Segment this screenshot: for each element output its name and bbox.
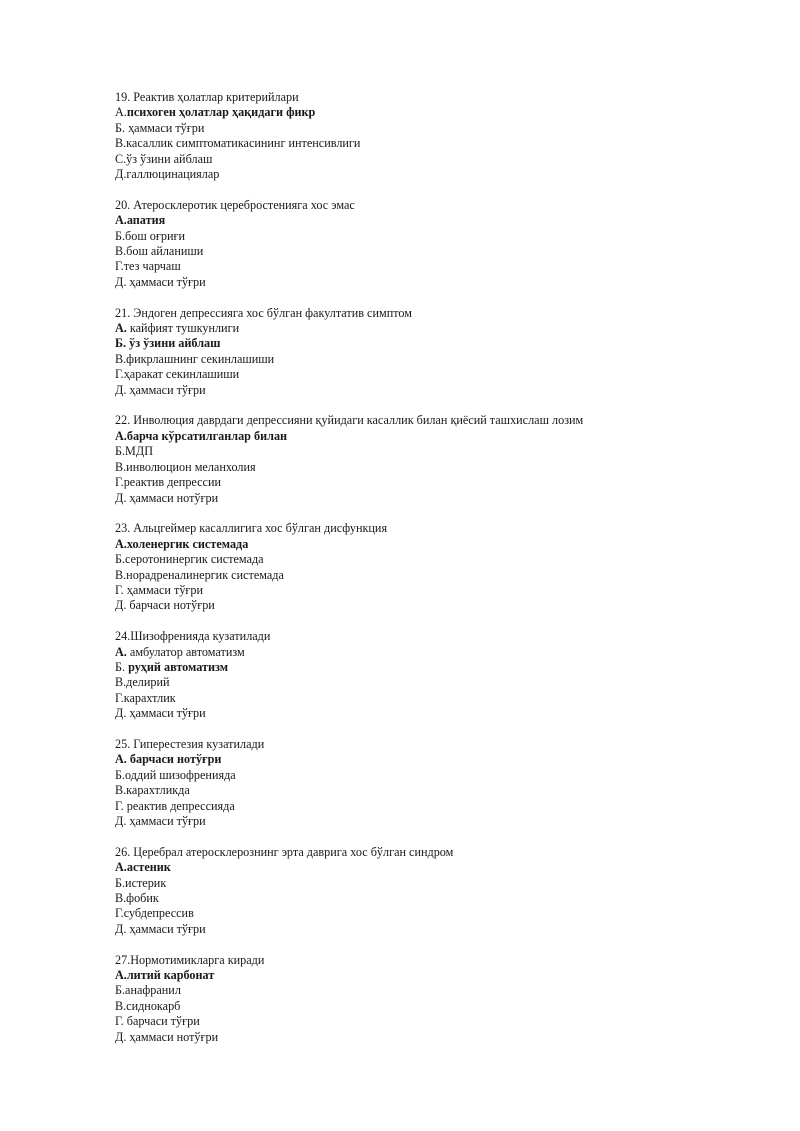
question-block (115, 953, 755, 1045)
question-title: 23. Альцгеймер касаллигига хос бўлган дисфункция (115, 521, 388, 536)
answer-option (115, 352, 755, 367)
answer-option-text: Д. ҳаммаси нотўғри (115, 1029, 219, 1044)
answer-option (115, 367, 755, 382)
answer-option-text: В.делирий (115, 675, 170, 690)
answer-option-text: Б.анафранил (115, 983, 181, 998)
answer-option-text: Д. барчаси нотўғри (115, 598, 215, 613)
answer-option (115, 229, 755, 244)
answer-option (115, 1014, 755, 1029)
answer-option-text: Г.карахтлик (115, 690, 176, 705)
answer-option-text: Г.тез чарчаш (115, 259, 181, 274)
question-block (115, 413, 755, 505)
answer-option-text: В.бош айланиши (115, 244, 204, 259)
correct-answer-text: А.барча кўрсатилганлар билан (115, 428, 288, 443)
answer-option (115, 645, 755, 660)
answer-option (115, 675, 755, 690)
answer-option-letter: А. (115, 105, 127, 120)
answer-option (115, 768, 755, 783)
answer-option (115, 244, 755, 259)
answer-option-text: Б.серотонинергик системада (115, 552, 264, 567)
question-title: 25. Гиперестезия кузатилади (115, 736, 265, 751)
correct-answer-text: А.астеник (115, 860, 171, 875)
answer-option-text: С.ўз ўзини айблаш (115, 151, 213, 166)
answer-option (115, 860, 755, 875)
document-page (115, 90, 755, 1060)
answer-option-text: В.касаллик симптоматикасининг интенсивлиги (115, 136, 361, 151)
correct-answer-text: руҳий автоматизм (128, 659, 229, 674)
answer-option-text: Д. ҳаммаси тўғри (115, 274, 206, 289)
answer-option-text: Б.бош оғриғи (115, 228, 186, 243)
answer-option-text: кайфият тушкунлиги (126, 321, 240, 336)
answer-option (115, 321, 755, 336)
answer-option-text: Г.ҳаракат секинлашиши (115, 367, 240, 382)
answer-option-letter: А. (115, 644, 127, 659)
answer-option (115, 275, 755, 290)
answer-option-text: Д. ҳаммаси нотўғри (115, 490, 219, 505)
answer-option (115, 706, 755, 721)
answer-option-text: В.фикрлашнинг секинлашиши (115, 351, 275, 366)
answer-option (115, 383, 755, 398)
correct-answer-text: А. барчаси нотўғри (115, 752, 222, 767)
answer-option-text: Д.галлюцинациялар (115, 167, 220, 182)
answer-option (115, 983, 755, 998)
answer-option-text: Б.оддий шизофренияда (115, 767, 236, 782)
answer-option-text: Г.субдепрессив (115, 906, 194, 921)
answer-option (115, 799, 755, 814)
answer-option (115, 475, 755, 490)
correct-answer-text: А.литий карбонат (115, 968, 215, 983)
answer-option (115, 259, 755, 274)
question-block (115, 737, 755, 829)
answer-option-text: Д. ҳаммаси тўғри (115, 814, 206, 828)
question-title: 27.Нормотимикларга киради (115, 952, 265, 967)
answer-option (115, 121, 755, 136)
answer-option-text: амбулатор автоматизм (126, 644, 245, 659)
answer-option-letter: А. (115, 321, 127, 336)
answer-option (115, 491, 755, 506)
answer-option (115, 537, 755, 552)
answer-option (115, 752, 755, 767)
answer-option (115, 444, 755, 459)
answer-option (115, 906, 755, 921)
answer-option-text: Д. ҳаммаси тўғри (115, 921, 206, 936)
correct-answer-text: Б. ўз ўзини айблаш (115, 336, 221, 351)
question-block (115, 306, 755, 398)
answer-option (115, 968, 755, 983)
question-title: 24.Шизофренияда кузатилади (115, 629, 271, 644)
answer-option (115, 152, 755, 167)
correct-answer-text: психоген ҳолатлар ҳақидаги фикр (126, 105, 316, 120)
answer-option-letter: Б. (115, 659, 129, 674)
correct-answer-text: А.апатия (115, 213, 166, 228)
question-title: 22. Инволюция даврдаги депрессияни қуйидаги касаллик билан қиёсий ташхислаш лозим (115, 413, 584, 428)
answer-option-text: Б.истерик (115, 875, 167, 890)
answer-option (115, 460, 755, 475)
answer-option-text: Д. ҳаммаси тўғри (115, 382, 206, 397)
answer-option (115, 876, 755, 891)
answer-option-text: Г. ҳаммаси тўғри (115, 582, 204, 597)
answer-option (115, 105, 755, 120)
answer-option (115, 922, 755, 937)
question-title: 20. Атеросклеротик церебростенияга хос эмас (115, 197, 355, 212)
answer-option-text: Г. реактив депрессияда (115, 798, 235, 813)
question-title: 26. Церебрал атеросклерознинг эрта даврига хос бўлган синдром (115, 844, 454, 859)
answer-option (115, 136, 755, 151)
answer-option (115, 691, 755, 706)
answer-option (115, 1030, 755, 1045)
answer-option-text: Д. ҳаммаси тўғри (115, 706, 206, 721)
answer-option (115, 814, 755, 829)
question-title: 21. Эндоген депрессияга хос бўлган факултатив симптом (115, 305, 412, 320)
answer-option-text: В.фобик (115, 891, 159, 906)
answer-option (115, 167, 755, 182)
answer-option-text: В.карахтликда (115, 783, 190, 798)
answer-option (115, 660, 755, 675)
answer-option (115, 891, 755, 906)
answer-option-text: В.норадреналинергик системада (115, 567, 284, 582)
answer-option-text: Г. барчаси тўғри (115, 1014, 200, 1029)
question-title: 19. Реактив ҳолатлар критерийлари (115, 90, 299, 104)
answer-option (115, 213, 755, 228)
question-block (115, 521, 755, 613)
answer-option (115, 552, 755, 567)
answer-option (115, 598, 755, 613)
answer-option-text: Г.реактив депрессии (115, 475, 221, 490)
answer-option (115, 999, 755, 1014)
answer-option-text: В.сиднокарб (115, 998, 181, 1013)
answer-option (115, 429, 755, 444)
answer-option (115, 568, 755, 583)
question-block (115, 90, 755, 182)
question-block (115, 845, 755, 937)
question-block (115, 198, 755, 290)
answer-option (115, 583, 755, 598)
question-block (115, 629, 755, 721)
answer-option-text: В.инволюцион меланхолия (115, 459, 256, 474)
correct-answer-text: А.холенергик системада (115, 536, 249, 551)
answer-option (115, 336, 755, 351)
answer-option-text: Б.МДП (115, 444, 153, 459)
answer-option-text: Б. ҳаммаси тўғри (115, 120, 205, 135)
answer-option (115, 783, 755, 798)
